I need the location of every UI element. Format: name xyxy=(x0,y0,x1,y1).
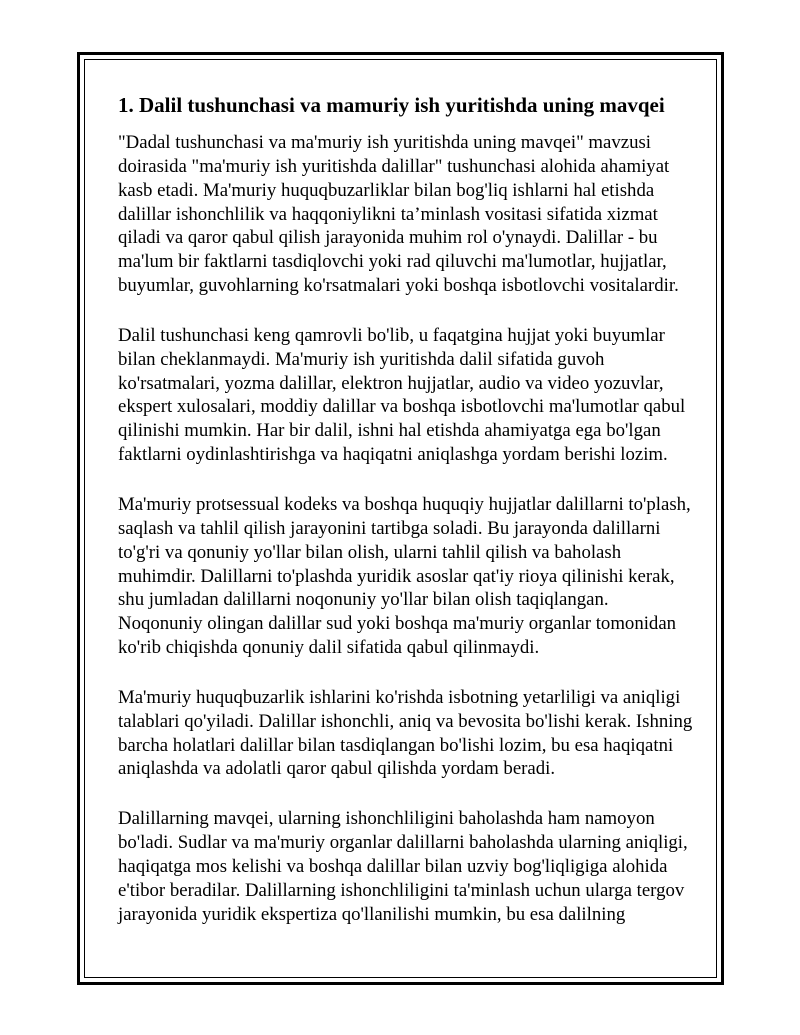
paragraph-3 xyxy=(118,493,708,660)
document-body xyxy=(118,131,708,952)
text-line: Dalil tushunchasi keng qamrovli bo'lib, u faqatgina hujjat yoki buyumlar xyxy=(118,324,665,346)
text-line: ko'rib chiqishda qonuniy dalil sifatida qabul qilinmaydi. xyxy=(118,637,540,659)
text-line: ma'lum bir faktlarni tasdiqlovchi yoki rad qiluvchi ma'lumotlar, hujjatlar, xyxy=(118,251,667,273)
section-heading: 1. Dalil tushunchasi va mamuriy ish yuritishda uning mavqei xyxy=(118,93,665,117)
text-line: bo'ladi. Sudlar va ma'muriy organlar dalillarni baholashda ularning aniqligi, xyxy=(118,832,688,854)
paragraph-1 xyxy=(118,131,708,298)
text-line: ekspert xulosalari, moddiy dalillar va boshqa isbotlovchi ma'lumotlar qabul xyxy=(118,396,686,418)
text-line: aniqlashda va adolatli qaror qabul qilishda yordam beradi. xyxy=(118,758,556,780)
text-line: jarayonida yuridik ekspertiza qo'llanilishi mumkin, bu esa dalilning xyxy=(118,903,626,925)
text-line: barcha holatlari dalillar bilan tasdiqlangan bo'lishi lozim, bu esa haqiqatni xyxy=(118,734,674,756)
text-line: dalillar ishonchlilik va haqqoniylikni ta’minlash vositasi sifatida xizmat xyxy=(118,203,658,225)
text-line: qilinishi mumkin. Har bir dalil, ishni hal etishda ahamiyatga ega bo'lgan xyxy=(118,420,661,442)
text-line: doirasida "ma'muriy ish yuritishda dalillar" tushunchasi alohida ahamiyat xyxy=(118,155,670,177)
text-line: shu jumladan dalillarni noqonuniy yo'llar bilan olish taqiqlangan. xyxy=(118,589,609,611)
text-line: haqiqatga mos kelishi va boshqa dalillar bilan uzviy bog'liqligiga alohida xyxy=(118,855,668,877)
text-line: "Dadal tushunchasi va ma'muriy ish yuritishda uning mavqei" mavzusi xyxy=(118,132,652,153)
text-line: to'g'ri va qonuniy yo'llar bilan olish, ularni tahlil qilish va baholash xyxy=(118,541,622,563)
text-line: bilan cheklanmaydi. Ma'muriy ish yuritishda dalil sifatida guvoh xyxy=(118,348,605,370)
text-line: ko'rsatmalari, yozma dalillar, elektron hujjatlar, audio va video yozuvlar, xyxy=(118,372,664,394)
text-line: talablari qo'yiladi. Dalillar ishonchli, aniq va bevosita bo'lishi kerak. Ishning xyxy=(118,710,693,732)
text-line: kasb etadi. Ma'muriy huquqbuzarliklar bilan bog'liq ishlarni hal etishda xyxy=(118,179,655,201)
text-line: Dalillarning mavqei, ularning ishonchliligini baholashda ham namoyon xyxy=(118,808,655,830)
text-line: qiladi va qaror qabul qilish jarayonida muhim rol o'ynaydi. Dalillar - bu xyxy=(118,227,658,249)
text-line: muhimdir. Dalillarni to'plashda yuridik asoslar qat'iy rioya qilinishi kerak, xyxy=(118,565,675,587)
text-line: Ma'muriy protsessual kodeks va boshqa huquqiy hujjatlar dalillarni to'plash, xyxy=(118,493,691,515)
text-line: Noqonuniy olingan dalillar sud yoki boshqa ma'muriy organlar tomonidan xyxy=(118,613,677,635)
text-line: buyumlar, guvohlarning ko'rsatmalari yoki boshqa isbotlovchi vositalardir. xyxy=(118,275,679,297)
text-line: saqlash va tahlil qilish jarayonini tartibga soladi. Bu jarayonda dalillarni xyxy=(118,517,661,539)
text-line: faktlarni oydinlashtirishga va haqiqatni aniqlashga yordam berishi lozim. xyxy=(118,444,668,466)
text-line: e'tibor beradilar. Dalillarning ishonchliligini ta'minlash uchun ularga tergov xyxy=(118,879,685,901)
paragraph-4 xyxy=(118,686,708,781)
paragraph-2 xyxy=(118,324,708,467)
text-line: Ma'muriy huquqbuzarlik ishlarini ko'rishda isbotning yetarliligi va aniqligi xyxy=(118,686,681,708)
paragraph-5 xyxy=(118,807,708,926)
